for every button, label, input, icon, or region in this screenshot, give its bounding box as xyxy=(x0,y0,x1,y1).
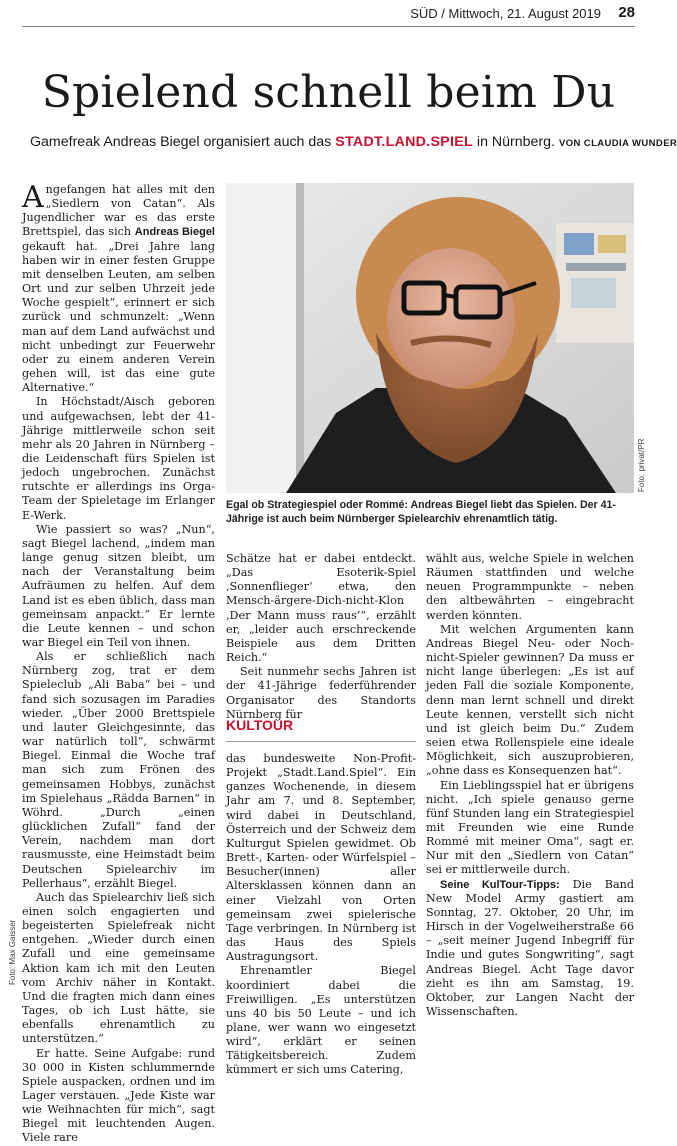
article-column-3 xyxy=(426,552,634,1019)
edition-date: SÜD / Mittwoch, 21. August 2019 xyxy=(410,6,601,21)
paragraph: wählt aus, welche Spiele in welchen Räumen stattfinden und welche neuen Programmpunkte – neben den altbewährten – eingebracht werden könnten. xyxy=(426,552,634,622)
tips-label: Seine KulTour-Tipps: xyxy=(440,878,560,891)
author-byline: VON CLAUDIA WUNDER xyxy=(558,138,677,149)
photo-caption: Egal ob Strategiespiel oder Rommé: Andreas Biegel liebt das Spielen. Der 41-Jährige ist auch beim Nürnberger Spielearchiv ehrenamtlich tätig. xyxy=(226,499,616,525)
kultour-rule xyxy=(226,741,416,742)
header-rule xyxy=(22,26,635,27)
photo-credit: Foto: privat/PR xyxy=(637,438,646,492)
article-column-2-continued xyxy=(226,752,416,1078)
paragraph: Auch das Spielearchiv ließ sich einen solch engagierten und begeisterten Spielefreak nicht entgehen. „Wieder durch einen Zufall und eine gemeinsame Aktion kam ich mit den Leuten vom Archiv näher in Kontakt. Und die fragten mich dann eines Tages, ob ich Lust hätte, sie ebenfalls ehrenamtlich zu unterstützen.“ xyxy=(22,890,215,1046)
page-number: 28 xyxy=(618,4,635,21)
subline xyxy=(30,134,677,150)
person-name: Andreas Biegel xyxy=(134,226,215,239)
paragraph: Ein Lieblingsspiel hat er übrigens nicht. „Ich spiele genauso gerne fünf Stunden lang ein Strategiespiel mit Freunden wie eine Runde Rommé mit meiner Oma“, sagt er. Nur mit den „Siedlern von Catan“ sei er mittlerweile durch. xyxy=(426,778,634,877)
paragraph: Wie passiert so was? „Nun“, sagt Biegel lachend, „indem man lange genug sitzen bleibt, um nach der Veranstaltung beim Aufräumen zu helfen. Auf dem Land ist es eben üblich, dass man gemeinsam anpackt.“ Er lernte die Leute kennen – und schon war Biegel ein Teil von ihnen. xyxy=(22,522,215,649)
paragraph: In Höchstadt/Aisch geboren und aufgewachsen, lebt der 41-Jährige mittlerweile schon seit mehr als 20 Jahren in Nürnberg – die Leidenschaft fürs Spielen ist jedoch ungebrochen. Zunächst rutschte er allerdings ins Orga-Team der Spieletage im Erlanger E-Werk. xyxy=(22,395,215,522)
paragraph: Seit nunmehr sechs Jahren ist der 41-Jährige federführender Organisator des Standorts Nürnberg für xyxy=(226,665,416,721)
kultour-section xyxy=(226,711,416,741)
portrait-photo xyxy=(226,183,634,493)
article-column-1 xyxy=(22,180,215,1146)
drop-cap: A xyxy=(22,180,44,215)
kultour-label: KULTOUR xyxy=(226,717,294,733)
subline-pre: Gamefreak Andreas Biegel organisiert auch das xyxy=(30,134,336,150)
page-header xyxy=(0,0,657,28)
paragraph: Er hatte. Seine Aufgabe: rund 30 000 in Kisten schlummernde Spiele auspacken, ordnen und im Lager verstauen. „Jede Kiste war wie Weihnachten für mich“, sagt Biegel mit leuchtenden Augen. Viele rare xyxy=(22,1046,215,1145)
portrait-illustration xyxy=(226,183,634,493)
subline-highlight: STADT.LAND.SPIEL xyxy=(335,134,473,150)
paragraph: Als er schließlich nach Nürnberg zog, trat er dem Spieleclub „Ali Baba“ bei – und fand sich sozusagen im Paradies wieder. „Über 2000 Brettspiele und lauter Gleichgesinnte, das war natürlich toll“, schwärmt Biegel. Einmal die Woche traf man sich zum Frönen des gemeinsamen Hobbys, zunächst im Spielehaus „Rädda Barnen“ in Wöhrd. „Durch „einen glücklichen Zufall“ fand der Verein, nachdem man dort rausmusste, eine Heimstadt beim Deutschen Spielearchiv im Pellerhaus“, erzählt Biegel. xyxy=(22,650,215,890)
paragraph: Ehrenamtler Biegel koordiniert dabei die Freiwilligen. „Es unterstützen uns 40 bis 50 Leute – und ich plane, wer wann wo eingesetzt wird“, erklärt er seinen Tätigkeitsbereich. Zudem kümmert er sich ums Catering, xyxy=(226,964,416,1077)
headline: Spielend schnell beim Du xyxy=(41,67,616,118)
paragraph: das bundesweite Non-Profit-Projekt „Stadt.Land.Spiel“. Ein ganzes Wochenende, in diesem Jahr am 7. und 8. September, wird dabei in Deutschland, Österreich und der Schweiz dem Kulturgut Spielen gewidmet. Ob Brett-, Karten- oder Würfelspiel – Besucher(innen) aller Altersklassen können dann an einer Vielzahl von Orten gemeinsam zwei spielerische Tage verbringen. In Nürnberg ist das Haus des Spiels Austragungsort. xyxy=(226,752,416,964)
paragraph: Schätze hat er dabei entdeckt. „Das Esoterik-Spiel ‚Sonnenflieger‘ etwa, den Mensch-ärgere-Dich-nicht-Klon ‚Der Mann muss raus‘“, erzählt er, „leider auch erschreckende Beispiele aus dem Dritten Reich.“ xyxy=(226,552,416,665)
photo-credit-left: Foto: Max Gaisser xyxy=(8,919,17,985)
subline-post: in Nürnberg. xyxy=(472,134,555,150)
article-column-2 xyxy=(226,552,416,722)
paragraph: Mit welchen Argumenten kann Andreas Biegel Neu- oder Noch-nicht-Spieler gewinnen? Da muss er nicht lange überlegen: „Es ist auf jeden Fall die soziale Komponente, denn man lernt schnell und direkt Leute kennen, verstellt sich nicht und ist gleich beim Du.“ Zudem seien etwa Rollenspiele eine ideale Möglichkeit, sich auszuprobieren, „ohne dass es Konsequenzen hat“. xyxy=(426,622,634,778)
paragraph: Angefangen hat alles mit den „Siedlern von Catan“. Als Jugendlicher war es das erste Brettspiel, das sich Andreas Biegel gekauft hat. „Drei Jahre lang haben wir in einer festen Gruppe mit denselben Leuten, am selben Ort und zur selben Uhrzeit jede Woche gespielt“, erinnert er sich zurück und schmunzelt: „Wenn man auf dem Land aufwächst und nicht unbedingt zur Feuerwehr oder zu einem anderen Verein gehen will, ist das eine gute Alternative.“ xyxy=(22,180,215,395)
paragraph: Seine KulTour-Tipps: Die Band New Model Army gastiert am Sonntag, 27. Oktober, 20 Uhr, im Hirsch in der Vogelweiherstraße 66 – „seit meiner Jugend Inbegriff für Indie und gutes Songwriting“, sagt Andreas Biegel. Acht Tage davor zieht es ihn am Samstag, 19. Oktober, zur Langen Nacht der Wissenschaften. xyxy=(426,877,634,1018)
